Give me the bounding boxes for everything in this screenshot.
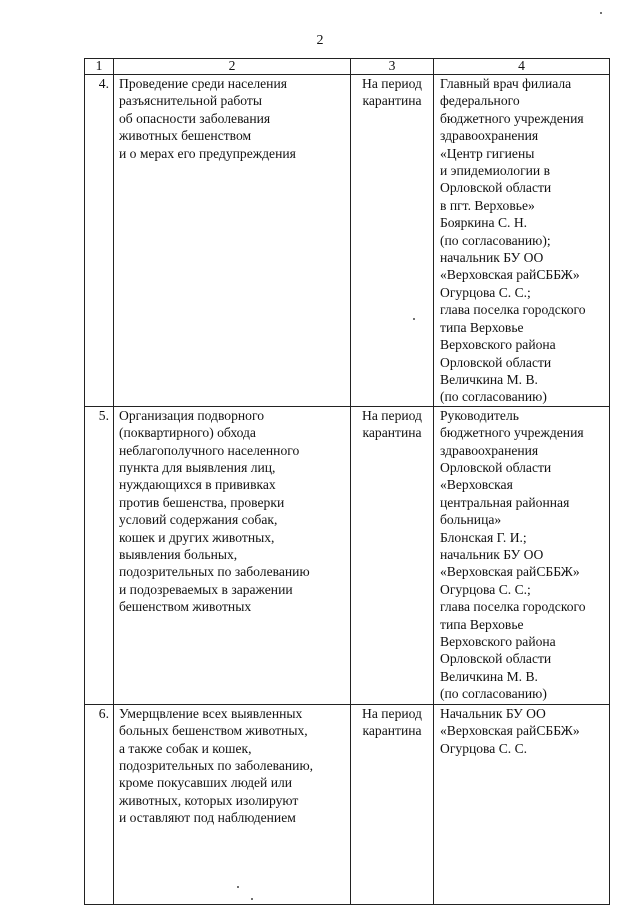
cell-line: разъяснительной работы bbox=[119, 93, 262, 109]
cell-line: подозрительных по заболеванию bbox=[119, 564, 310, 580]
cell-line: «Верховская райСББЖ» bbox=[440, 267, 580, 283]
cell-line: На период bbox=[362, 705, 422, 721]
cell-line: Верховского района bbox=[440, 337, 556, 353]
cell-line: бешенством животных bbox=[119, 599, 252, 615]
cell-line: Орловской области bbox=[440, 459, 552, 475]
cell-line: об опасности заболевания bbox=[119, 110, 271, 126]
cell-line: карантина bbox=[362, 425, 422, 441]
cell-line: Орловской области bbox=[440, 180, 552, 196]
header-col-1: 1 bbox=[85, 59, 114, 75]
cell-line: На период bbox=[362, 76, 422, 91]
cell-line: Орловской области bbox=[440, 651, 552, 667]
header-col-4: 4 bbox=[434, 59, 610, 75]
cell-line: Проведение среди населения bbox=[119, 76, 287, 91]
measure-cell bbox=[114, 406, 351, 704]
cell-line: Орловской области bbox=[440, 354, 552, 370]
table-header-row bbox=[85, 59, 610, 75]
cell-line: Величкина М. В. bbox=[440, 668, 538, 684]
cell-line: Начальник БУ ОО bbox=[440, 705, 546, 721]
scan-speck bbox=[251, 898, 253, 900]
cell-line: условий содержания собак, bbox=[119, 512, 278, 528]
responsible-cell bbox=[434, 75, 610, 407]
cell-line: глава поселка городского bbox=[440, 302, 586, 318]
table-row bbox=[85, 75, 610, 407]
cell-line: а также собак и кошек, bbox=[119, 740, 252, 756]
cell-line: кроме покусавших людей или bbox=[119, 775, 293, 791]
row-number: 4. bbox=[85, 75, 114, 407]
cell-line: Огурцова С. С. bbox=[440, 740, 528, 756]
cell-line: (по согласованию) bbox=[440, 389, 547, 405]
period-cell bbox=[351, 406, 434, 704]
cell-line: На период bbox=[362, 407, 422, 423]
cell-line: Умерщвление всех выявленных bbox=[119, 705, 303, 721]
header-col-3: 3 bbox=[351, 59, 434, 75]
cell-line: и эпидемиологии в bbox=[440, 163, 551, 179]
table-row bbox=[85, 704, 610, 904]
cell-line: неблагополучного населенного bbox=[119, 442, 300, 458]
cell-line: Бояркина С. Н. bbox=[440, 215, 528, 231]
row-number: 6. bbox=[85, 704, 114, 904]
cell-line: Организация подворного bbox=[119, 407, 264, 423]
cell-line: глава поселка городского bbox=[440, 599, 586, 615]
page-number: 2 bbox=[316, 33, 324, 48]
scan-speck bbox=[600, 12, 602, 14]
scan-speck bbox=[237, 886, 239, 888]
period-cell bbox=[351, 704, 434, 904]
row-number: 5. bbox=[85, 406, 114, 704]
cell-line: подозрительных по заболеванию, bbox=[119, 757, 313, 773]
cell-line: Огурцова С. С.; bbox=[440, 581, 531, 597]
cell-line: начальник БУ ОО bbox=[440, 546, 544, 562]
cell-line: Руководитель bbox=[440, 407, 519, 423]
cell-line: больница» bbox=[440, 512, 502, 528]
cell-line: кошек и других животных, bbox=[119, 529, 275, 545]
cell-line: больных бешенством животных, bbox=[119, 723, 308, 739]
measures-table bbox=[84, 58, 610, 905]
header-col-2: 2 bbox=[114, 59, 351, 75]
cell-line: федерального bbox=[440, 93, 520, 109]
cell-line: типа Верховье bbox=[440, 319, 524, 335]
cell-line: «Верховская райСББЖ» bbox=[440, 723, 580, 739]
cell-line: и о мерах его предупреждения bbox=[119, 145, 296, 161]
table-row bbox=[85, 406, 610, 704]
cell-line: здравоохранения bbox=[440, 442, 539, 458]
scan-speck bbox=[413, 318, 415, 320]
cell-line: центральная районная bbox=[440, 494, 570, 510]
measure-cell bbox=[114, 75, 351, 407]
cell-line: пункта для выявления лиц, bbox=[119, 459, 276, 475]
cell-line: животных бешенством bbox=[119, 128, 252, 144]
cell-line: и оставляют под наблюдением bbox=[119, 810, 296, 826]
cell-line: типа Верховье bbox=[440, 616, 524, 632]
cell-line: Огурцова С. С.; bbox=[440, 284, 531, 300]
cell-line: животных, которых изолируют bbox=[119, 792, 299, 808]
cell-line: бюджетного учреждения bbox=[440, 110, 584, 126]
cell-line: Величкина М. В. bbox=[440, 371, 538, 387]
cell-line: нуждающихся в прививках bbox=[119, 477, 276, 493]
measure-cell bbox=[114, 704, 351, 904]
cell-line: в пгт. Верховье» bbox=[440, 197, 535, 213]
cell-line: Блонская Г. И.; bbox=[440, 529, 527, 545]
cell-line: здравоохранения bbox=[440, 128, 539, 144]
period-cell bbox=[351, 75, 434, 407]
cell-line: бюджетного учреждения bbox=[440, 425, 584, 441]
cell-line: (по согласованию); bbox=[440, 232, 551, 248]
cell-line: начальник БУ ОО bbox=[440, 250, 544, 266]
cell-line: Верховского района bbox=[440, 634, 556, 649]
cell-line: выявления больных, bbox=[119, 546, 238, 562]
cell-line: против бешенства, проверки bbox=[119, 494, 285, 510]
cell-line: «Верховская райСББЖ» bbox=[440, 564, 580, 580]
cell-line: карантина bbox=[362, 93, 422, 109]
cell-line: «Верховская bbox=[440, 477, 513, 493]
cell-line: (поквартирного) обхода bbox=[119, 425, 256, 441]
cell-line: и подозреваемых в заражении bbox=[119, 581, 293, 597]
cell-line: Главный врач филиала bbox=[440, 76, 572, 91]
cell-line: (по согласованию) bbox=[440, 686, 547, 702]
cell-line: карантина bbox=[362, 723, 422, 739]
responsible-cell bbox=[434, 406, 610, 704]
cell-line: «Центр гигиены bbox=[440, 145, 535, 161]
responsible-cell bbox=[434, 704, 610, 904]
